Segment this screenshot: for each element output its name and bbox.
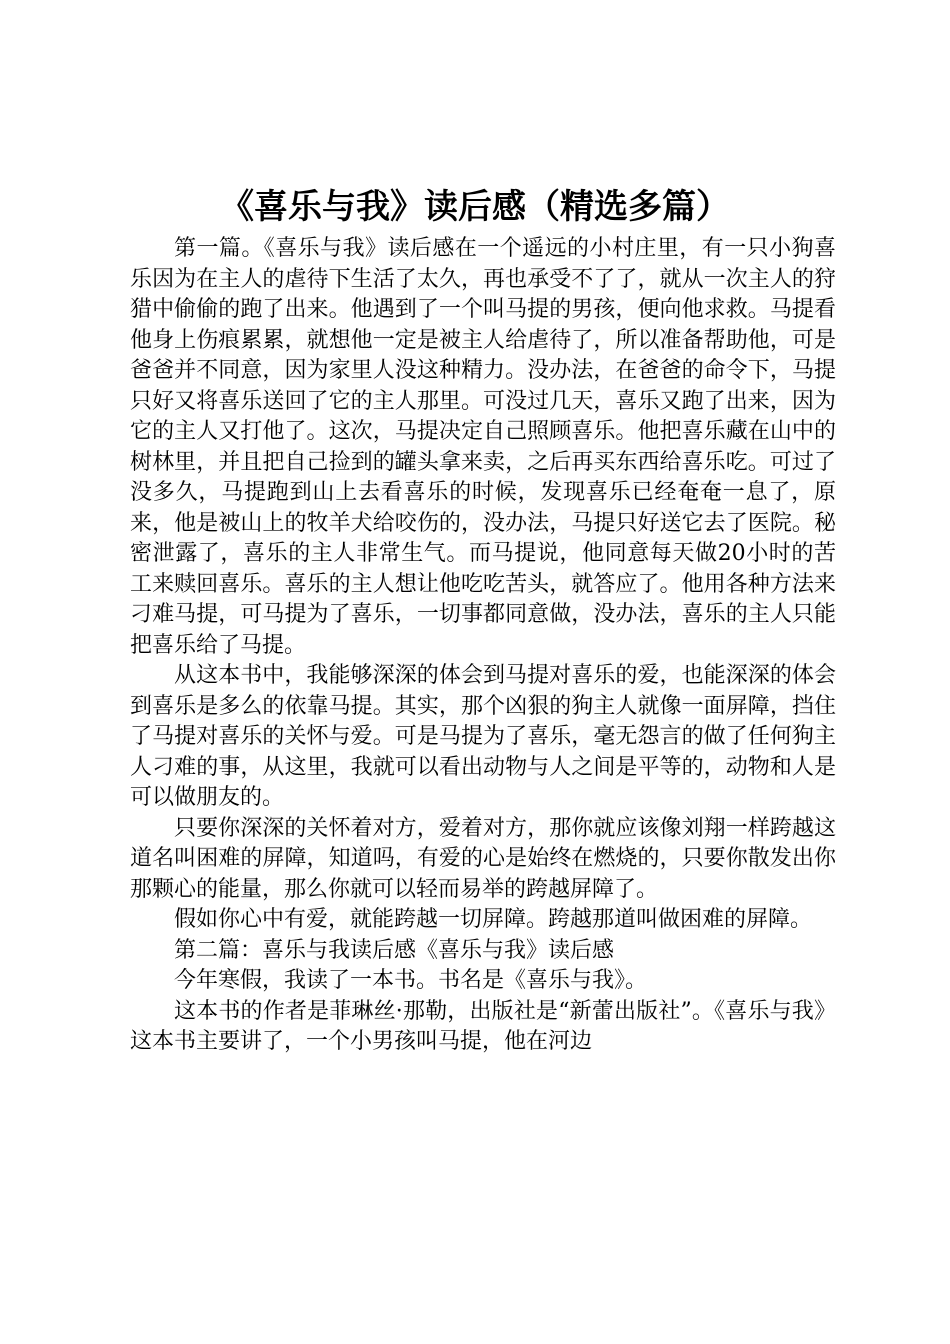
paragraph-5: 第二篇：喜乐与我读后感《喜乐与我》读后感 xyxy=(174,937,615,963)
paragraph-1: 第一篇。《喜乐与我》读后感在一个遥远的小村庄里，有一只小狗喜乐因为在主人的虐待下生活了太久，再也承受不了了，就从一次主人的狩猎中偷偷的跑了出来。他遇到了一个叫马提的男孩，便向他求救。马提看他身上伤痕累累，就想他一定是被主人给虐待了，所以准备帮助他，可是爸爸并不同意，因为家里人没这种精力。没办法，在爸爸的命令下，马提只好又将喜乐送回了它的主人那里。可没过几天，喜乐又跑了出来，因为它的主人又打他了。这次，马提决定自己照顾喜乐。他把喜乐藏在山中的树林里，并且把自己捡到的罐头拿来卖，之后再买东西给喜乐吃。可过了没多久，马提跑到山上去看喜乐的时候，发现喜乐已经奄奄一息了，原来，他是被山上的牧羊犬给咬伤的，没办法，马提只好送它去了医院。秘密泄露了，喜乐的主人非常生气。而马提说，他同意每天做20小时的苦工来赎回喜乐。喜乐的主人想让他吃吃苦头，就答应了。他用各种方法来刁难马提，可马提为了喜乐，一切事都同意做，没办法，喜乐的主人只能把喜乐给了马提。 xyxy=(130,236,836,658)
document-body xyxy=(130,234,836,1058)
paragraph-3: 只要你深深的关怀着对方，爱着对方，那你就应该像刘翔一样跨越这道名叫困难的屏障，知道吗，有爱的心是始终在燃烧的，只要你散发出你那颗心的能量，那么你就可以轻而易举的跨越屏障了。 xyxy=(130,815,836,902)
paragraph-2: 从这本书中，我能够深深的体会到马提对喜乐的爱，也能深深的体会到喜乐是多么的依靠马提。其实，那个凶狠的狗主人就像一面屏障，挡住了马提对喜乐的关怀与爱。可是马提为了喜乐，毫无怨言的做了任何狗主人刁难的事，从这里，我就可以看出动物与人之间是平等的，动物和人是可以做朋友的。 xyxy=(130,663,836,810)
paragraph-4: 假如你心中有爱，就能跨越一切屏障。跨越那道叫做困难的屏障。 xyxy=(174,907,813,932)
paragraph-6: 今年寒假，我读了一本书。书名是《喜乐与我》。 xyxy=(174,968,648,993)
paragraph-7: 这本书的作者是菲琳丝·那勒，出版社是“新蕾出版社”。《喜乐与我》这本书主要讲了，一个小男孩叫马提，他在河边 xyxy=(130,998,836,1054)
document-title: 《喜乐与我》读后感（精选多篇） xyxy=(220,187,730,227)
